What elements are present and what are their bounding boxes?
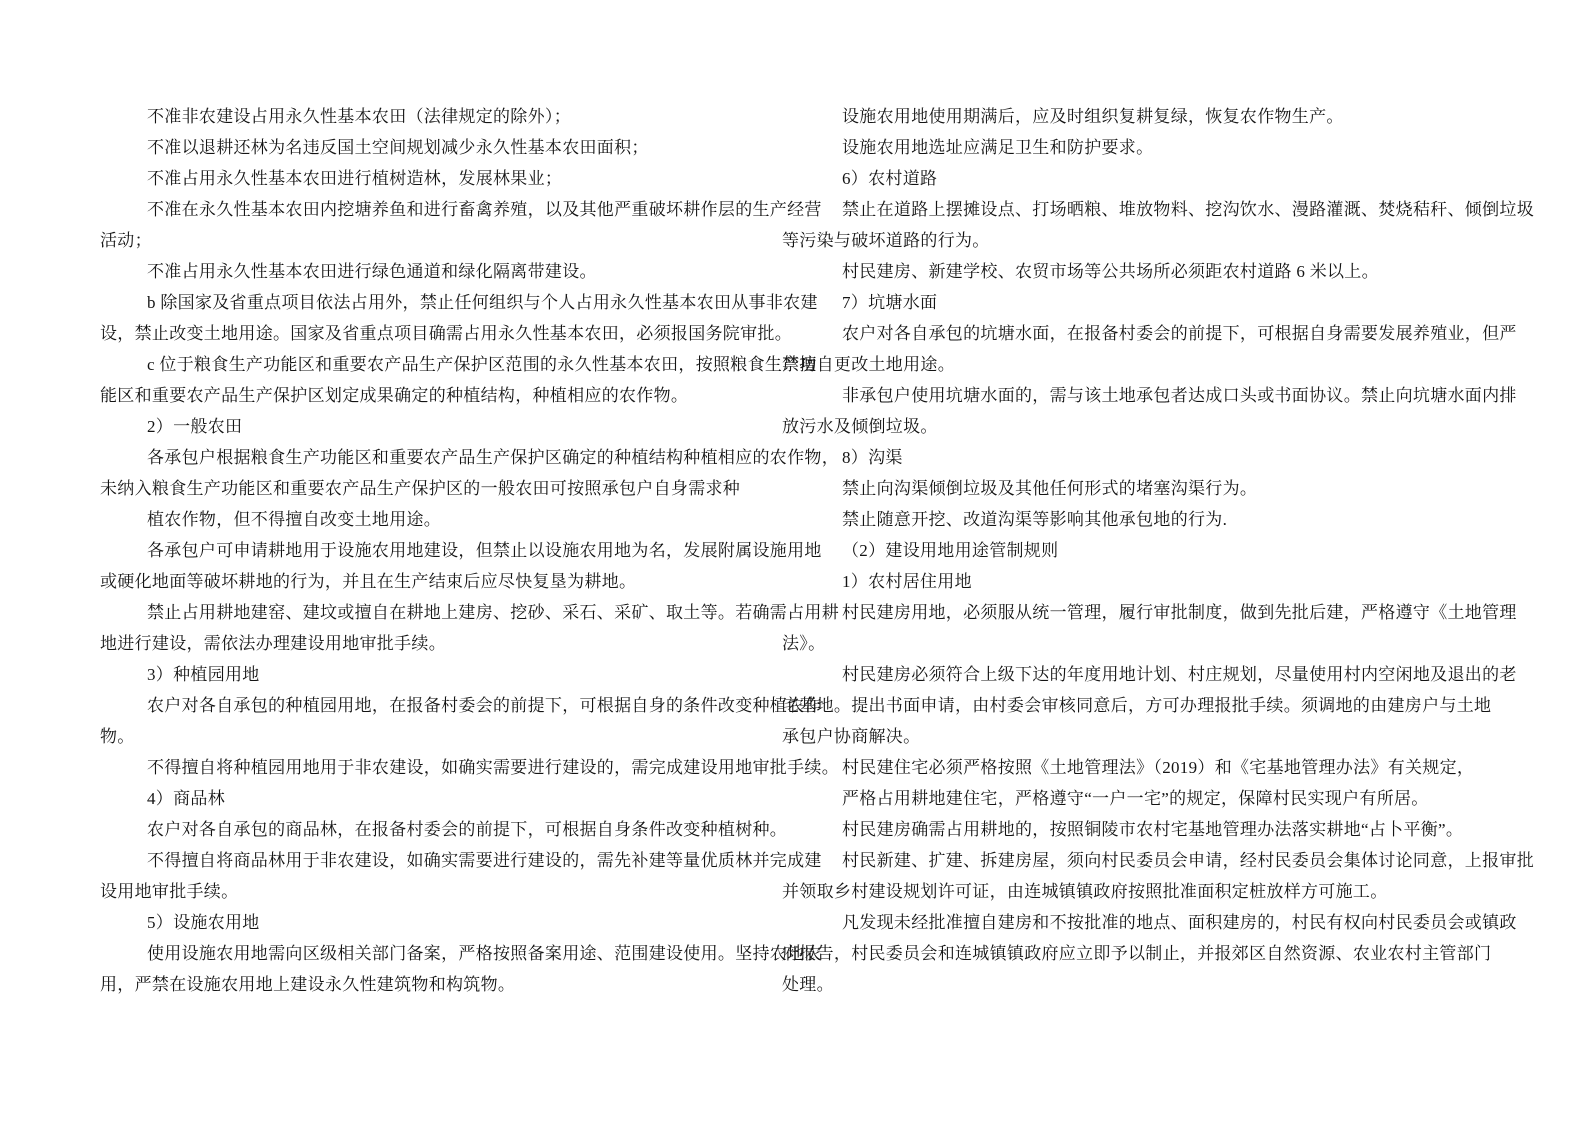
text-line: 设用地审批手续。	[100, 882, 239, 901]
text-line: 禁止随意开挖、改道沟渠等影响其他承包地的行为.	[842, 510, 1228, 529]
text-line: 活动；	[100, 231, 152, 250]
text-line: 8）沟渠	[842, 448, 903, 467]
text-line: 各承包户根据粮食生产功能区和重要农产品生产保护区确定的种植结构种植相应的农作物，	[147, 448, 839, 467]
text-line: 4）商品林	[147, 789, 225, 808]
text-line: 地进行建设，需依法办理建设用地审批手续。	[100, 634, 446, 653]
text-line: （2）建设用地用途管制规则	[842, 541, 1059, 560]
text-line: 村民建房必须符合上级下达的年度用地计划、村庄规划，尽量使用村内空闲地及退出的老	[842, 665, 1517, 684]
text-line: 宅基地。提出书面申请，由村委会审核同意后，方可办理报批手续。须调地的由建房户与土地	[782, 696, 1492, 715]
text-line: 不准占用永久性基本农田进行植树造林，发展林果业；	[147, 169, 563, 188]
text-line: 承包户协商解决。	[782, 727, 921, 746]
text-line: 植农作物，但不得擅自改变土地用途。	[147, 510, 442, 529]
text-line: 6）农村道路	[842, 169, 938, 188]
text-line: 或硬化地面等破坏耕地的行为，并且在生产结束后应尽快复垦为耕地。	[100, 572, 637, 591]
text-line: 不准非农建设占用永久性基本农田（法律规定的除外）；	[147, 107, 571, 126]
text-line: 5）设施农用地	[147, 913, 260, 932]
text-line: 农户对各自承包的种植园用地，在报备村委会的前提下，可根据自身的条件改变种植农作	[147, 696, 822, 715]
text-line: 7）坑塘水面	[842, 293, 938, 312]
text-line: 用，严禁在设施农用地上建设永久性建筑物和构筑物。	[100, 975, 516, 994]
text-line: 禁擅自更改土地用途。	[782, 355, 955, 374]
text-line: 禁止占用耕地建窑、建坟或擅自在耕地上建房、挖砂、采石、采矿、取土等。若确需占用耕	[147, 603, 839, 622]
text-line: 使用设施农用地需向区级相关部门备案，严格按照备案用途、范围建设使用。坚持农地农	[147, 944, 822, 963]
text-line: c 位于粮食生产功能区和重要农产品生产保护区范围的永久性基本农田，按照粮食生产功	[147, 355, 817, 374]
text-line: 处理。	[782, 975, 834, 994]
text-line: 2）一般农田	[147, 417, 243, 436]
text-line: 禁止向沟渠倾倒垃圾及其他任何形式的堵塞沟渠行为。	[842, 479, 1258, 498]
text-line: 物。	[100, 727, 135, 746]
text-line: 设施农用地使用期满后，应及时组织复耕复绿，恢复农作物生产。	[842, 107, 1344, 126]
text-line: 村民建住宅必须严格按照《土地管理法》（2019）和《宅基地管理办法》有关规定，	[842, 758, 1475, 777]
text-line: 等污染与破坏道路的行为。	[782, 231, 990, 250]
text-line: 不准以退耕还林为名违反国土空间规划减少永久性基本农田面积；	[147, 138, 649, 157]
text-line: 村民建房确需占用耕地的，按照铜陵市农村宅基地管理办法落实耕地“占卜平衡”。	[842, 820, 1464, 839]
text-line: 村民新建、扩建、拆建房屋，须向村民委员会申请，经村民委员会集体讨论同意，上报审批	[842, 851, 1534, 870]
text-line: 3）种植园用地	[147, 665, 260, 684]
text-line: 未纳入粮食生产功能区和重要农产品生产保护区的一般农田可按照承包户自身需求种	[100, 479, 741, 498]
text-line: 村民建房用地，必须服从统一管理，履行审批制度，做到先批后建，严格遵守《土地管理	[842, 603, 1517, 622]
text-line: 放污水及倾倒垃圾。	[782, 417, 938, 436]
text-line: 设，禁止改变土地用途。国家及省重点项目确需占用永久性基本农田，必须报国务院审批。	[100, 324, 792, 343]
text-line: 并领取乡村建设规划许可证，由连城镇镇政府按照批准面积定桩放样方可施工。	[782, 882, 1388, 901]
text-line: 不准占用永久性基本农田进行绿色通道和绿化隔离带建设。	[147, 262, 597, 281]
text-line: 不准在永久性基本农田内挖塘养鱼和进行畜禽养殖，以及其他严重破坏耕作层的生产经营	[147, 200, 822, 219]
text-line: 农户对各自承包的商品林，在报备村委会的前提下，可根据自身条件改变种植树种。	[147, 820, 788, 839]
text-line: 凡发现未经批准擅自建房和不按批准的地点、面积建房的，村民有权向村民委员会或镇政	[842, 913, 1517, 932]
text-line: 1）农村居住用地	[842, 572, 972, 591]
text-line: 府报告，村民委员会和连城镇镇政府应立即予以制止，并报郊区自然资源、农业农村主管部门	[782, 944, 1492, 963]
text-line: 严格占用耕地建住宅，严格遵守“一户一宅”的规定，保障村民实现户有所居。	[842, 789, 1429, 808]
right-text-column	[782, 101, 1534, 1000]
text-line: 法》。	[782, 634, 826, 653]
text-line: 不得擅自将商品林用于非农建设，如确实需要进行建设的，需先补建等量优质林并完成建	[147, 851, 822, 870]
text-line: 设施农用地选址应满足卫生和防护要求。	[842, 138, 1154, 157]
text-line: 禁止在道路上摆摊设点、打场晒粮、堆放物料、挖沟饮水、漫路灌溉、焚烧秸秆、倾倒垃圾	[842, 200, 1534, 219]
left-text-column	[100, 101, 839, 1000]
text-line: 农户对各自承包的坑塘水面，在报备村委会的前提下，可根据自身需要发展养殖业，但严	[842, 324, 1517, 343]
text-line: 村民建房、新建学校、农贸市场等公共场所必须距农村道路 6 米以上。	[842, 262, 1379, 281]
text-line: 能区和重要农产品生产保护区划定成果确定的种植结构，种植相应的农作物。	[100, 386, 689, 405]
text-line: 不得擅自将种植园用地用于非农建设，如确实需要进行建设的，需完成建设用地审批手续。	[147, 758, 839, 777]
text-line: b 除国家及省重点项目依法占用外，禁止任何组织与个人占用永久性基本农田从事非农建	[147, 293, 818, 312]
text-line: 各承包户可申请耕地用于设施农用地建设，但禁止以设施农用地为名，发展附属设施用地	[147, 541, 822, 560]
text-line: 非承包户使用坑塘水面的，需与该土地承包者达成口头或书面协议。禁止向坑塘水面内排	[842, 386, 1517, 405]
